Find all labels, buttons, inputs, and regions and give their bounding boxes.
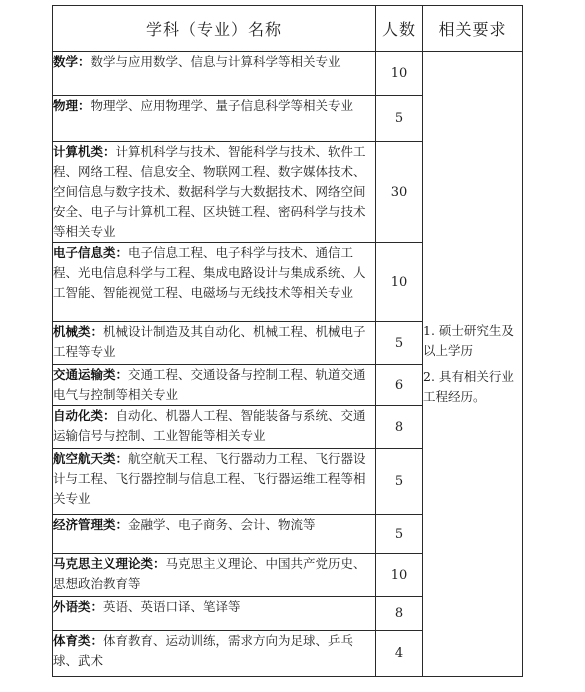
count-cell: 4 <box>376 631 423 677</box>
header-count: 人数 <box>376 6 423 52</box>
category-label: 交通运输类 <box>53 367 116 382</box>
count-cell: 10 <box>376 243 423 322</box>
category-detail: 数学与应用数学、信息与计算科学等相关专业 <box>90 54 341 69</box>
subject-cell <box>53 406 376 449</box>
count-cell: 5 <box>376 322 423 365</box>
category-label: 自动化类 <box>53 408 104 423</box>
category-detail: 航空航天工程、飞行器动力工程、飞行器设计与工程、飞行器控制与信息工程、飞行器运维工程等相关专业 <box>53 451 366 506</box>
category-colon: ： <box>115 245 129 260</box>
category-colon: ： <box>78 54 91 69</box>
subject-cell <box>53 449 376 515</box>
count-cell: 8 <box>376 597 423 631</box>
category-detail: 英语、英语口译、笔译等 <box>103 599 241 614</box>
category-colon: ： <box>78 98 91 113</box>
category-colon: ： <box>90 633 104 648</box>
category-detail: 体育教育、运动训练，需求方向为足球、乒乓球、武术 <box>53 633 354 668</box>
category-detail: 马克思主义理论、中国共产党历史、思想政治教育等 <box>53 556 366 591</box>
subject-cell <box>53 243 376 322</box>
category-colon: ： <box>153 556 166 571</box>
header-row <box>53 6 523 52</box>
subject-cell <box>53 597 376 631</box>
count-cell: 30 <box>376 142 423 243</box>
subject-cell <box>53 554 376 597</box>
category-label: 经济管理类 <box>53 517 116 532</box>
subject-cell <box>53 515 376 554</box>
category-detail: 自动化、机器人工程、智能装备与系统、交通运输信号与控制、工业智能等相关专业 <box>53 408 366 443</box>
count-cell: 5 <box>376 515 423 554</box>
category-detail: 金融学、电子商务、会计、物流等 <box>128 517 316 532</box>
category-detail: 物理学、应用物理学、量子信息科学等相关专业 <box>90 98 354 113</box>
category-label: 马克思主义理论类 <box>53 556 154 571</box>
category-detail: 计算机科学与技术、智能科学与技术、软件工程、网络工程、信息安全、物联网工程、数字媒体技术、空间信息与数字技术、数据科学与大数据技术、网络空间安全、电子与计算机工程、区块链工程、密码科学与技术等相关专业 <box>53 144 366 239</box>
category-label: 计算机类 <box>53 144 104 159</box>
subject-cell <box>53 142 376 243</box>
category-label: 外语类 <box>53 599 91 614</box>
category-colon: ： <box>115 451 129 466</box>
category-label: 机械类 <box>53 324 91 339</box>
subject-cell <box>53 365 376 406</box>
category-label: 电子信息类 <box>53 245 116 260</box>
header-subject: 学科（专业）名称 <box>53 6 376 52</box>
category-detail: 交通工程、交通设备与控制工程、轨道交通电气与控制等相关专业 <box>53 367 366 402</box>
table-row <box>53 52 523 96</box>
recruitment-table <box>52 5 523 677</box>
requirement-cell <box>423 52 523 677</box>
category-colon: ： <box>90 324 104 339</box>
category-label: 物理 <box>53 98 79 113</box>
category-label: 体育类 <box>53 633 91 648</box>
subject-cell <box>53 52 376 96</box>
category-detail: 电子信息工程、电子科学与技术、通信工程、光电信息科学与工程、集成电路设计与集成系统、人工智能、智能视觉工程、电磁场与无线技术等相关专业 <box>53 245 366 300</box>
category-colon: ： <box>115 517 129 532</box>
requirement-item: 2. 具有相关行业工程经历。 <box>423 369 514 404</box>
subject-cell <box>53 322 376 365</box>
category-label: 航空航天类 <box>53 451 116 466</box>
category-colon: ： <box>103 408 116 423</box>
count-cell: 6 <box>376 365 423 406</box>
category-colon: ： <box>103 144 116 159</box>
count-cell: 10 <box>376 554 423 597</box>
subject-cell <box>53 631 376 677</box>
category-colon: ： <box>90 599 104 614</box>
category-colon: ： <box>115 367 129 382</box>
requirement-item: 1. 硕士研究生及以上学历 <box>423 323 514 358</box>
category-label: 数学 <box>53 54 79 69</box>
header-requirement: 相关要求 <box>423 6 523 52</box>
count-cell: 8 <box>376 406 423 449</box>
count-cell: 5 <box>376 96 423 142</box>
count-cell: 5 <box>376 449 423 515</box>
count-cell: 10 <box>376 52 423 96</box>
subject-cell <box>53 96 376 142</box>
category-detail: 机械设计制造及其自动化、机械工程、机械电子工程等专业 <box>53 324 366 359</box>
